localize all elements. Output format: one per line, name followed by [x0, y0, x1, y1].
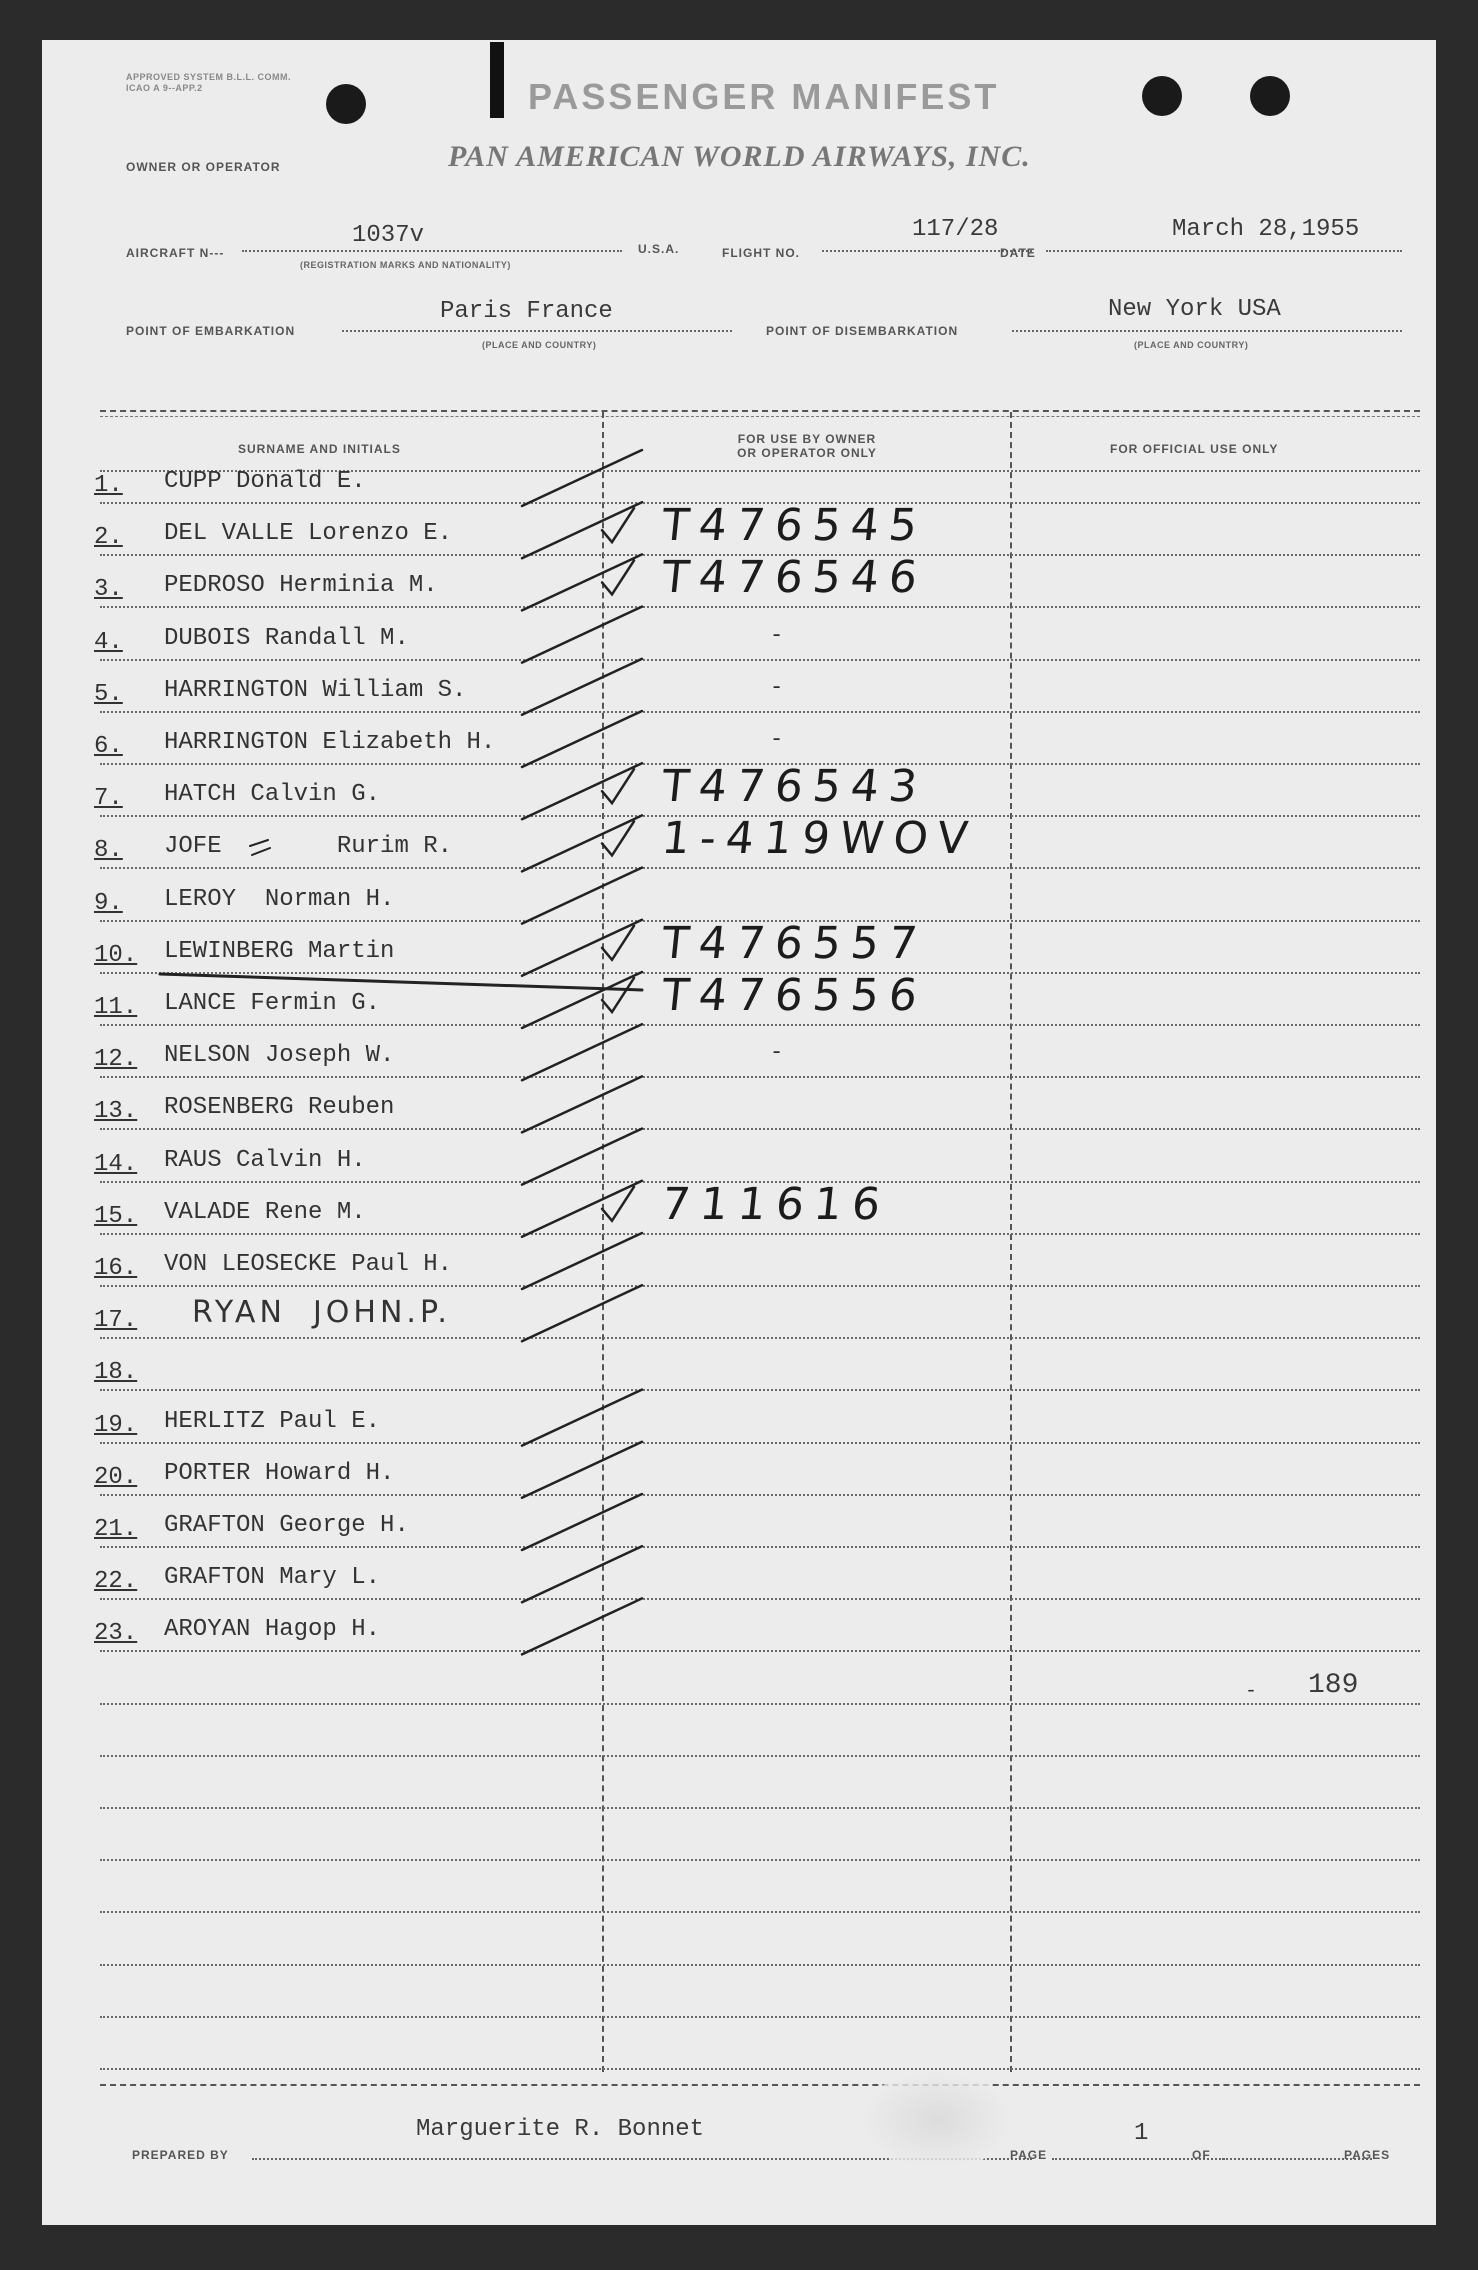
row-number: 21. [94, 1516, 138, 1543]
usa-label: U.S.A. [638, 242, 680, 256]
disembark-label: POINT OF DISEMBARKATION [766, 324, 959, 338]
owner-value: PAN AMERICAN WORLD AIRWAYS, INC. [448, 140, 1031, 173]
row-rule [100, 711, 1420, 713]
tick-mark [522, 1076, 642, 1132]
passenger-name: LEROY Norman H. [164, 885, 395, 913]
aircraft-sublabel: (REGISTRATION MARKS AND NATIONALITY) [300, 260, 511, 270]
row-number: 12. [94, 1046, 138, 1074]
row-number: 18. [94, 1359, 138, 1387]
row-number: 15. [94, 1202, 138, 1230]
blank-row-rule [100, 2016, 1420, 2018]
row-number: 5. [94, 680, 123, 708]
passenger-name: HARRINGTON Elizabeth H. [164, 729, 496, 756]
aircraft-value: 1037v [352, 222, 425, 249]
total-count: 189 [1308, 1670, 1359, 1701]
row-number: 3. [94, 576, 123, 604]
check-mark [602, 821, 634, 855]
of-label: OF [1192, 2148, 1211, 2162]
row-rule [100, 1598, 1420, 1600]
header-official: FOR OFFICIAL USE ONLY [1110, 442, 1279, 456]
row-rule [100, 1233, 1420, 1235]
passenger-name: HARRINGTON William S. [164, 676, 467, 704]
tick-mark [522, 972, 642, 1028]
count-tick: - [1245, 1680, 1258, 1703]
passenger-name: DUBOIS Randall M. [164, 624, 409, 652]
row-rule [100, 1546, 1420, 1548]
column-divider [602, 412, 604, 2072]
embark-label: POINT OF EMBARKATION [126, 324, 296, 338]
row-number: 9. [94, 889, 123, 917]
owner-label: OWNER OR OPERATOR [126, 160, 281, 174]
ticket-number: T476546 [659, 552, 930, 604]
tick-mark [522, 763, 642, 819]
row-number: 14. [94, 1150, 138, 1178]
check-mark [602, 508, 634, 542]
passenger-name: JOFE Rurim R. [164, 833, 453, 861]
row-number: 19. [94, 1411, 138, 1439]
row-number: 20. [94, 1463, 138, 1491]
row-rule [100, 1389, 1420, 1391]
row-rule [100, 1024, 1420, 1026]
punch-hole [1142, 76, 1182, 116]
punch-hole [326, 84, 366, 124]
dash-mark: - [770, 727, 784, 752]
blank-row-rule [100, 1911, 1420, 1913]
passenger-name: RAUS Calvin H. [164, 1146, 366, 1174]
passenger-name: PORTER Howard H. [164, 1459, 395, 1487]
row-number: 22. [94, 1568, 138, 1596]
header-surname: SURNAME AND INITIALS [238, 442, 401, 456]
row-number: 17. [94, 1307, 138, 1335]
table-top-rule-2 [100, 416, 1420, 417]
filing-mark [490, 42, 504, 118]
disembark-sublabel: (PLACE AND COUNTRY) [1134, 340, 1249, 350]
page-value: 1 [1134, 2120, 1149, 2147]
tick-mark [522, 659, 642, 715]
tick-mark [522, 1285, 642, 1341]
row-number: 6. [94, 733, 123, 760]
prepared-value: Marguerite R. Bonnet [416, 2116, 705, 2143]
passenger-name: RYAN JOHN.P. [192, 1295, 451, 1331]
passenger-name: GRAFTON Mary L. [164, 1564, 381, 1592]
blank-row-rule [100, 1703, 1420, 1705]
table-bottom-rule [100, 2084, 1420, 2086]
disembark-value: New York USA [1108, 296, 1281, 323]
row-number: 10. [94, 941, 138, 969]
embark-sublabel: (PLACE AND COUNTRY) [482, 340, 597, 350]
blank-row-rule [100, 1964, 1420, 1966]
ticket-number: T476556 [659, 970, 930, 1021]
check-mark [602, 978, 634, 1012]
check-mark [602, 769, 634, 803]
passenger-name: HERLITZ Paul E. [164, 1407, 381, 1435]
passenger-name: NELSON Joseph W. [164, 1042, 395, 1070]
passenger-name: DEL VALLE Lorenzo E. [164, 520, 453, 548]
passenger-name: LEWINBERG Martin [164, 937, 395, 965]
passenger-name: PEDROSO Herminia M. [164, 572, 438, 600]
row-number: 13. [94, 1098, 138, 1126]
embark-value: Paris France [440, 298, 613, 325]
blank-row-rule [100, 2068, 1420, 2070]
pages-label: PAGES [1344, 2148, 1391, 2162]
header-owner-use [692, 432, 922, 460]
manifest-sheet [42, 40, 1436, 2225]
row-number: 11. [94, 994, 138, 1021]
flight-label: FLIGHT NO. [722, 246, 800, 260]
check-mark [602, 926, 634, 960]
tick-mark [522, 1494, 642, 1550]
tick-mark [522, 450, 642, 506]
row-rule [100, 1494, 1420, 1496]
row-rule [100, 1442, 1420, 1444]
header-owner-use-line2: OR OPERATOR ONLY [737, 446, 877, 460]
punch-hole [1250, 76, 1290, 116]
tick-mark [522, 868, 642, 924]
blank-row-rule [100, 1807, 1420, 1809]
table-top-rule [100, 410, 1420, 412]
row-number: 2. [94, 524, 123, 552]
passenger-name: AROYAN Hagop H. [164, 1616, 381, 1644]
row-number: 4. [94, 628, 123, 656]
handwriting-marks [42, 40, 1436, 2225]
check-mark [602, 560, 634, 594]
date-label: DATE [1000, 246, 1036, 260]
passenger-name: ROSENBERG Reuben [164, 1094, 395, 1122]
tick-mark [522, 1181, 642, 1237]
row-number: 7. [94, 785, 123, 813]
column-divider [1010, 412, 1012, 2072]
blank-row-rule [100, 1755, 1420, 1757]
row-rule [100, 1128, 1420, 1130]
tick-mark [522, 1129, 642, 1185]
strike-line [160, 974, 642, 990]
tick-mark [522, 1390, 642, 1446]
passenger-name: VON LEOSECKE Paul H. [164, 1251, 453, 1278]
prepared-label: PREPARED BY [132, 2148, 229, 2162]
tick-mark [522, 607, 642, 663]
dash-mark: - [770, 1040, 784, 1066]
tick-mark [522, 920, 642, 976]
row-rule [100, 1650, 1420, 1652]
dash-mark: - [770, 622, 784, 648]
row-rule [100, 1337, 1420, 1339]
check-mark [602, 1187, 634, 1221]
row-rule [100, 606, 1420, 608]
passenger-name: VALADE Rene M. [164, 1198, 366, 1226]
tick-mark [522, 1024, 642, 1080]
tick-mark [522, 1546, 642, 1602]
passenger-name: LANCE Fermin G. [164, 990, 381, 1017]
ticket-number: 711616 [659, 1178, 893, 1230]
date-value: March 28,1955 [1172, 216, 1360, 243]
tick-mark [522, 815, 642, 871]
row-number: 1. [94, 472, 123, 499]
row-number: 16. [94, 1255, 138, 1282]
row-number: 23. [94, 1620, 138, 1648]
dash-mark: - [770, 674, 784, 700]
tick-mark [522, 1442, 642, 1498]
tick-mark [522, 502, 642, 558]
row-rule [100, 1076, 1420, 1078]
ticket-number: T476543 [659, 761, 930, 813]
passenger-name: HATCH Calvin G. [164, 781, 381, 809]
manifest-title: PASSENGER MANIFEST [528, 76, 1000, 117]
tick-mark [522, 554, 642, 610]
row-rule [100, 659, 1420, 661]
tick-mark [522, 1598, 642, 1654]
notary-smudge [862, 2070, 1012, 2170]
blank-row-rule [100, 1859, 1420, 1861]
flight-value: 117/28 [912, 216, 999, 243]
row-rule [100, 1285, 1420, 1287]
page-label: PAGE [1010, 2148, 1048, 2162]
tick-mark [522, 711, 642, 767]
header-owner-use-line1: FOR USE BY OWNER [737, 432, 877, 446]
ticket-number: T476545 [659, 500, 930, 552]
ticket-number: 1-419WOV [659, 813, 981, 865]
passenger-name: GRAFTON George H. [164, 1512, 409, 1539]
row-number: 8. [94, 837, 123, 865]
row-rule [100, 867, 1420, 869]
passenger-name: CUPP Donald E. [164, 468, 366, 495]
approved-stamp: APPROVED SYSTEM B.L.L. COMM. ICAO A 9--APP.2 [126, 72, 292, 93]
tick-mark [522, 1233, 642, 1289]
ticket-number: T476557 [659, 917, 930, 969]
aircraft-label: AIRCRAFT N--- [126, 246, 225, 260]
